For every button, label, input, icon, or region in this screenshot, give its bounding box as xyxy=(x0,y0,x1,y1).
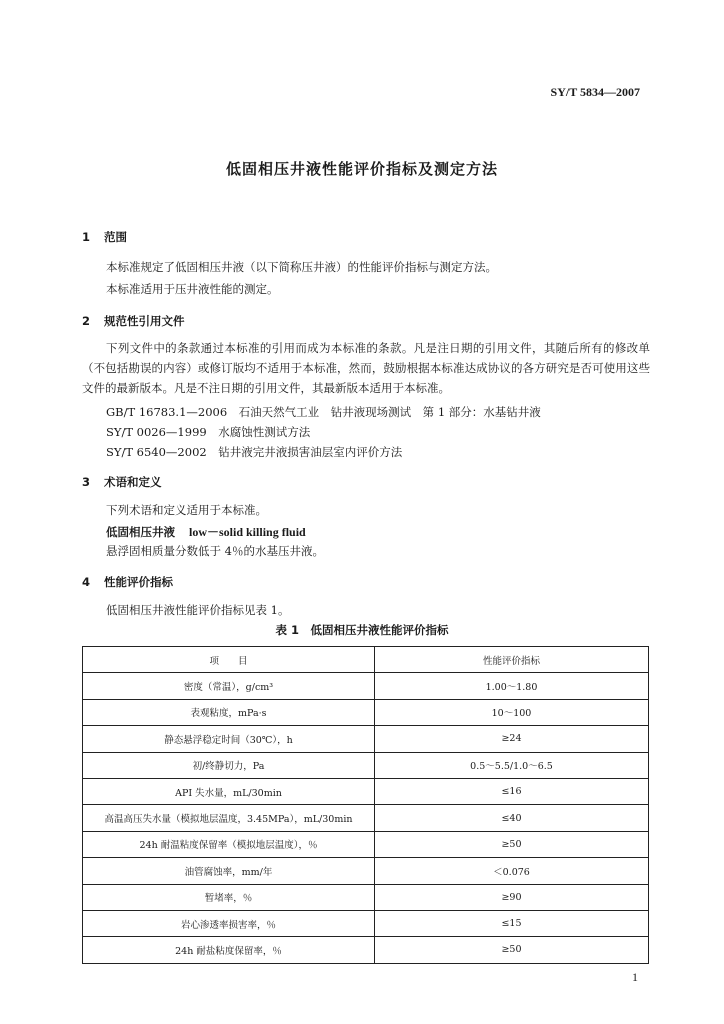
table-cell-item: 初/终静切力，Pa xyxy=(83,752,375,778)
term-english: low－solid killing fluid xyxy=(189,525,306,539)
table-cell-value: 10～100 xyxy=(375,699,649,725)
table-cell-item: 表观粘度，mPa·s xyxy=(83,699,375,725)
performance-table xyxy=(82,646,649,964)
table-cell-item: 24h 耐盐粘度保留率，％ xyxy=(83,937,375,963)
table-cell-item: 24h 耐温粘度保留率（模拟地层温度），％ xyxy=(83,831,375,857)
section-title: 规范性引用文件 xyxy=(104,314,185,328)
table-cell-value: ≥24 xyxy=(375,726,649,752)
table-header-cell: 项 目 xyxy=(83,647,375,673)
table-row xyxy=(83,831,649,857)
page-number: 1 xyxy=(632,970,638,984)
table-row xyxy=(83,726,649,752)
table-row xyxy=(83,884,649,910)
table-cell-value: ≤15 xyxy=(375,910,649,936)
table-row xyxy=(83,778,649,804)
table-row xyxy=(83,858,649,884)
section-number: 3 xyxy=(82,475,91,489)
table-caption: 表 1 低固相压井液性能评价指标 xyxy=(275,623,449,637)
table-header-cell: 性能评价指标 xyxy=(375,647,649,673)
table-cell-item: API 失水量，mL/30min xyxy=(83,778,375,804)
section-heading xyxy=(82,313,185,329)
section-number: 2 xyxy=(82,314,91,328)
term-definition: 悬浮固相质量分数低于 4％的水基压井液。 xyxy=(106,544,324,558)
standard-code: SY/T 5834—2007 xyxy=(550,85,640,99)
table-row xyxy=(83,910,649,936)
table-cell-value: ≤16 xyxy=(375,778,649,804)
table-cell-value: ≥50 xyxy=(375,831,649,857)
table-cell-value: ≥50 xyxy=(375,937,649,963)
table-cell-item: 岩心渗透率损害率，％ xyxy=(83,910,375,936)
reference-item: SY/T 0026—1999 水腐蚀性测试方法 xyxy=(106,425,311,439)
term xyxy=(106,523,306,540)
table-cell-item: 高温高压失水量（模拟地层温度，3.45MPa），mL/30min xyxy=(83,805,375,831)
section-number: 1 xyxy=(82,230,91,244)
section-heading xyxy=(82,574,173,590)
reference-item: SY/T 6540—2002 钻井液完井液损害油层室内评价方法 xyxy=(106,445,403,459)
table-cell-value: 1.00～1.80 xyxy=(375,673,649,699)
section-heading xyxy=(82,474,162,490)
table-cell-value: ＜0.076 xyxy=(375,858,649,884)
table-row xyxy=(83,752,649,778)
paragraph: 本标准适用于压井液性能的测定。 xyxy=(106,282,279,296)
section-title: 范围 xyxy=(104,230,127,244)
paragraph: 低固相压井液性能评价指标见表 1。 xyxy=(106,603,290,617)
table-row xyxy=(83,699,649,725)
section-title: 性能评价指标 xyxy=(104,575,173,589)
table-cell-item: 暂堵率，％ xyxy=(83,884,375,910)
table-header-row xyxy=(83,647,649,673)
paragraph: 本标准规定了低固相压井液（以下简称压井液）的性能评价指标与测定方法。 xyxy=(106,260,497,274)
paragraph: 下列文件中的条款通过本标准的引用而成为本标准的条款。凡是注日期的引用文件，其随后所有的修改单（不包括勘误的内容）或修订版均不适用于本标准，然而，鼓励根据本标准达成协议的各方研究是否可使用这些文件的最新版本。凡是不注日期的引用文件，其最新版本适用于本标准。 xyxy=(82,341,650,395)
reference-item: GB/T 16783.1—2006 石油天然气工业 钻井液现场测试 第 1 部分：水基钻井液 xyxy=(106,405,541,419)
table-row xyxy=(83,937,649,963)
table-row xyxy=(83,805,649,831)
table-cell-item: 密度（常温），g/cm³ xyxy=(83,673,375,699)
table-row xyxy=(83,673,649,699)
paragraph: 下列术语和定义适用于本标准。 xyxy=(106,503,267,517)
document-title: 低固相压井液性能评价指标及测定方法 xyxy=(225,160,498,178)
table-cell-item: 静态悬浮稳定时间（30℃），h xyxy=(83,726,375,752)
table-cell-value: 0.5～5.5/1.0～6.5 xyxy=(375,752,649,778)
section-number: 4 xyxy=(82,575,91,589)
table-cell-value: ≤40 xyxy=(375,805,649,831)
table-cell-value: ≥90 xyxy=(375,884,649,910)
section-heading xyxy=(82,229,127,245)
table-cell-item: 油管腐蚀率，mm/年 xyxy=(83,858,375,884)
section-title: 术语和定义 xyxy=(104,475,162,489)
term-chinese: 低固相压井液 xyxy=(106,525,175,539)
